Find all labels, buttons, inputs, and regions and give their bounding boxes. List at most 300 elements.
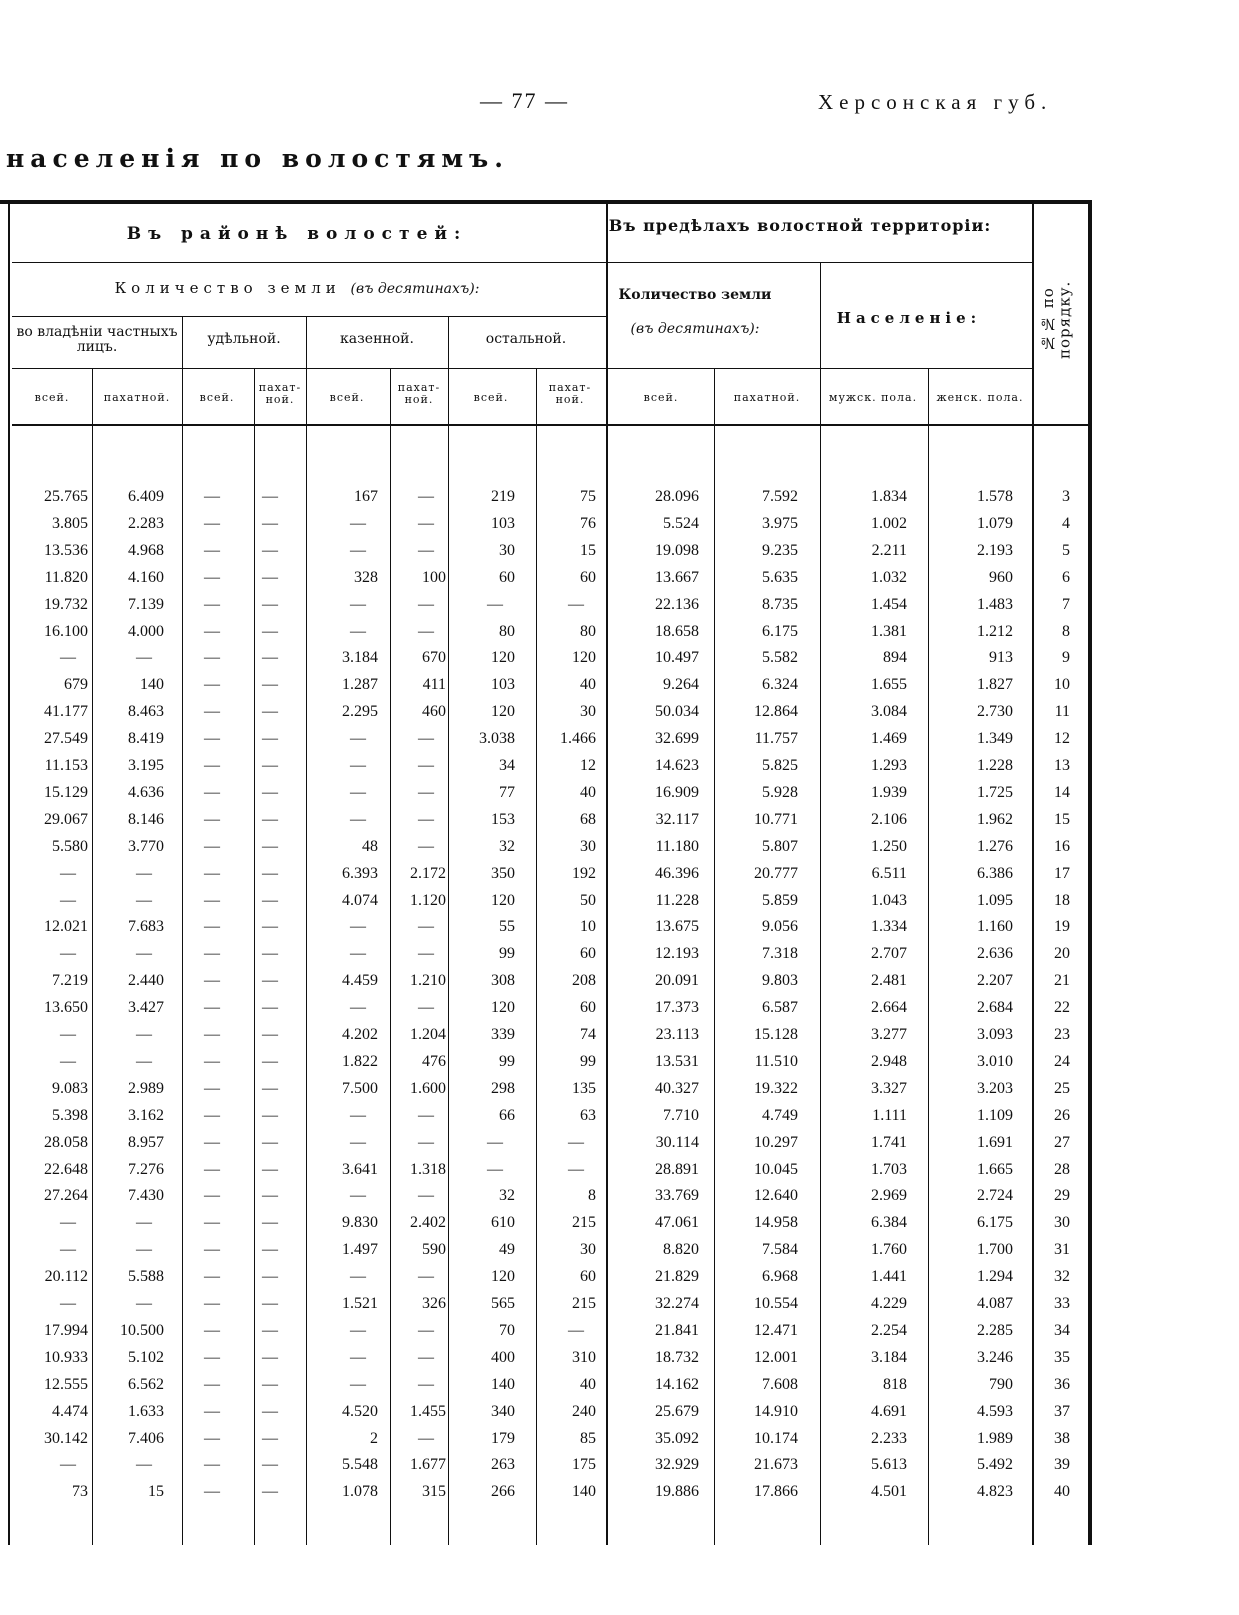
cell-territory-arable: 5.807 (762, 837, 798, 855)
cell-appanage-arable: — (262, 972, 278, 990)
cell-appanage-total: — (204, 622, 220, 640)
cell-territory-arable: 15.128 (754, 1026, 798, 1043)
cell-state-total: — (350, 595, 366, 613)
cell-female: 2.730 (977, 703, 1013, 721)
cell-private-total: 27.549 (44, 730, 88, 748)
cell-appanage-total: — (204, 1187, 220, 1205)
cell-other-total: — (487, 1133, 503, 1151)
cell-appanage-arable: — (262, 1079, 278, 1097)
page-number: — 77 — (480, 88, 569, 113)
cell-other-total: 32 (499, 1187, 515, 1205)
cell-other-arable: 120 (572, 649, 596, 667)
cell-appanage-total: — (204, 1214, 220, 1232)
cell-other-total: 610 (491, 1214, 515, 1232)
header-private: во владѣніи частныхъ лицъ. (16, 324, 178, 356)
cell-state-arable: 100 (422, 568, 446, 586)
cell-male: 1.334 (871, 918, 907, 936)
cell-private-arable: — (136, 1456, 152, 1474)
cell-private-arable: 15 (148, 1483, 164, 1501)
cell-territory-total: 18.732 (655, 1348, 699, 1366)
cell-appanage-total: — (204, 1160, 220, 1178)
cell-state-arable: — (418, 945, 434, 963)
cell-state-arable: — (418, 1321, 434, 1339)
cell-order-number: 22 (1054, 999, 1070, 1017)
cell-territory-arable: 21.673 (754, 1456, 798, 1474)
cell-other-total: 120 (491, 891, 515, 909)
cell-appanage-arable: — (262, 1241, 278, 1259)
cell-order-number: 18 (1054, 891, 1070, 909)
cell-female: 3.246 (977, 1348, 1013, 1366)
cell-state-arable: — (418, 1429, 434, 1447)
cell-other-arable: 192 (572, 864, 596, 882)
cell-other-arable: 40 (580, 1375, 596, 1393)
cell-appanage-total: — (204, 595, 220, 613)
cell-other-arable: — (568, 1321, 584, 1339)
cell-order-number: 4 (1062, 514, 1070, 532)
cell-territory-arable: 5.859 (762, 891, 798, 909)
cell-appanage-arable: — (262, 649, 278, 667)
cell-territory-total: 32.274 (655, 1295, 699, 1312)
cell-state-arable: — (418, 783, 434, 801)
cell-appanage-total: — (204, 703, 220, 721)
cell-other-total: 565 (491, 1295, 515, 1312)
cell-other-total: 34 (499, 757, 515, 774)
cell-private-arable: 5.102 (128, 1348, 164, 1366)
cell-other-arable: 30 (580, 837, 596, 855)
cell-private-arable: 7.430 (128, 1187, 164, 1205)
cell-private-total: 13.536 (44, 541, 88, 559)
cell-appanage-total: — (204, 1375, 220, 1393)
cell-appanage-total: — (204, 488, 220, 505)
cell-other-arable: 40 (580, 783, 596, 801)
cell-state-total: — (350, 783, 366, 801)
cell-state-total: 4.074 (342, 891, 378, 909)
cell-private-arable: 7.406 (128, 1429, 164, 1447)
cell-territory-arable: 11.510 (754, 1052, 798, 1070)
cell-state-arable: — (418, 514, 434, 532)
cell-order-number: 27 (1054, 1133, 1070, 1151)
cell-territory-arable: 5.825 (762, 757, 798, 774)
cell-state-total: 328 (354, 568, 378, 586)
cell-private-arable: — (136, 1295, 152, 1312)
cell-territory-arable: 14.910 (754, 1402, 798, 1420)
cell-order-number: 23 (1054, 1026, 1070, 1043)
cell-state-total: 2 (370, 1429, 378, 1447)
cell-other-total: 400 (491, 1348, 515, 1366)
cell-state-arable: 590 (422, 1241, 446, 1259)
cell-appanage-arable: — (262, 514, 278, 532)
cell-territory-arable: 6.324 (762, 676, 798, 694)
cell-private-total: 7.219 (52, 972, 88, 990)
cell-private-arable: 8.146 (128, 810, 164, 828)
cell-other-total: 120 (491, 999, 515, 1017)
cell-other-total: 350 (491, 864, 515, 882)
cell-state-arable: — (418, 595, 434, 613)
cell-order-number: 12 (1054, 730, 1070, 748)
cell-appanage-total: — (204, 730, 220, 748)
cell-territory-total: 13.667 (655, 568, 699, 586)
cell-other-arable: 135 (572, 1079, 596, 1097)
cell-private-total: 5.398 (52, 1106, 88, 1124)
cell-private-total: — (60, 864, 76, 882)
cell-appanage-total: — (204, 1052, 220, 1070)
cell-other-total: 49 (499, 1241, 515, 1259)
left-rule (8, 203, 10, 1545)
cell-private-arable: — (136, 1214, 152, 1232)
cell-private-total: 27.264 (44, 1187, 88, 1205)
cell-territory-arable: 8.735 (762, 595, 798, 613)
cell-private-arable: 3.195 (128, 757, 164, 774)
cell-territory-total: 50.034 (655, 703, 699, 721)
cell-other-arable: 8 (588, 1187, 596, 1205)
cell-other-arable: 30 (580, 1241, 596, 1259)
cell-female: 1.827 (977, 676, 1013, 694)
cell-other-total: 120 (491, 703, 515, 721)
cell-other-arable: 310 (572, 1348, 596, 1366)
cell-female: 5.492 (977, 1456, 1013, 1474)
cell-appanage-arable: — (262, 676, 278, 694)
cell-male: 2.211 (871, 541, 907, 559)
cell-female: 3.203 (977, 1079, 1013, 1097)
cell-state-total: 2.295 (342, 703, 378, 721)
cell-appanage-total: — (204, 1106, 220, 1124)
cell-other-arable: — (568, 595, 584, 613)
cell-appanage-total: — (204, 810, 220, 828)
cell-appanage-total: — (204, 541, 220, 559)
cell-appanage-arable: — (262, 757, 278, 774)
cell-female: 2.724 (977, 1187, 1013, 1205)
cell-female: 2.636 (977, 945, 1013, 963)
col-other-arable: пахат-ной. (548, 381, 592, 407)
cell-territory-arable: 7.584 (762, 1241, 798, 1259)
cell-private-arable: — (136, 945, 152, 963)
cell-territory-total: 9.264 (663, 676, 699, 694)
cell-male: 2.481 (871, 972, 907, 990)
cell-private-total: — (60, 1026, 76, 1043)
cell-state-total: 167 (354, 488, 378, 505)
cell-state-arable: — (418, 1268, 434, 1286)
cell-territory-arable: 9.235 (762, 541, 798, 559)
col-territory-total: всей. (643, 391, 679, 404)
cell-order-number: 28 (1054, 1160, 1070, 1178)
running-head: Херсонская губ. (818, 90, 1053, 114)
cell-appanage-total: — (204, 945, 220, 963)
cell-territory-arable: 12.001 (754, 1348, 798, 1366)
cell-territory-arable: 9.803 (762, 972, 798, 990)
cell-male: 3.327 (871, 1079, 907, 1097)
cell-private-total: — (60, 1241, 76, 1259)
cell-territory-total: 32.699 (655, 730, 699, 748)
cell-private-total: 28.058 (44, 1133, 88, 1151)
col-private-arable: пахатной. (103, 391, 171, 404)
cell-female: 1.665 (977, 1160, 1013, 1178)
cell-appanage-arable: — (262, 1429, 278, 1447)
cell-state-arable: 326 (422, 1295, 446, 1312)
cell-female: 1.483 (977, 595, 1013, 613)
cell-territory-total: 5.524 (663, 514, 699, 532)
cell-state-arable: 1.677 (410, 1456, 446, 1474)
cell-appanage-total: — (204, 676, 220, 694)
cell-other-arable: 60 (580, 945, 596, 963)
cell-female: 1.349 (977, 730, 1013, 748)
cell-state-total: — (350, 1268, 366, 1286)
cell-private-arable: 8.957 (128, 1133, 164, 1151)
cell-private-arable: — (136, 1026, 152, 1043)
header-rule (12, 262, 606, 263)
cell-female: 3.010 (977, 1052, 1013, 1070)
cell-order-number: 15 (1054, 810, 1070, 828)
cell-territory-total: 18.658 (655, 622, 699, 640)
cell-order-number: 34 (1054, 1321, 1070, 1339)
cell-state-arable: 1.120 (410, 891, 446, 909)
cell-state-total: — (350, 730, 366, 748)
column-rule (182, 368, 183, 1545)
cell-appanage-total: — (204, 999, 220, 1017)
cell-appanage-arable: — (262, 1375, 278, 1393)
cell-territory-total: 23.113 (655, 1026, 699, 1043)
cell-order-number: 32 (1054, 1268, 1070, 1286)
cell-appanage-arable: — (262, 891, 278, 909)
cell-private-total: 4.474 (52, 1402, 88, 1420)
cell-appanage-total: — (204, 1268, 220, 1286)
cell-state-total: 3.641 (342, 1160, 378, 1178)
cell-territory-total: 7.710 (663, 1106, 699, 1124)
cell-state-arable: 2.172 (410, 864, 446, 882)
cell-other-arable: 99 (580, 1052, 596, 1070)
cell-male: 2.948 (871, 1052, 907, 1070)
cell-state-total: 5.548 (342, 1456, 378, 1474)
cell-private-arable: 4.968 (128, 541, 164, 559)
cell-order-number: 26 (1054, 1106, 1070, 1124)
cell-private-arable: — (136, 1241, 152, 1259)
cell-order-number: 24 (1054, 1052, 1070, 1070)
cell-appanage-total: — (204, 891, 220, 909)
header-rule (12, 368, 1032, 369)
cell-appanage-arable: — (262, 1348, 278, 1366)
cell-territory-arable: 5.928 (762, 783, 798, 801)
cell-male: 1.111 (872, 1106, 907, 1124)
cell-other-total: 70 (499, 1321, 515, 1339)
cell-territory-total: 19.886 (655, 1483, 699, 1501)
cell-private-arable: 140 (140, 676, 164, 694)
cell-private-total: 11.153 (44, 757, 88, 774)
cell-private-arable: — (136, 1052, 152, 1070)
cell-male: 1.703 (871, 1160, 907, 1178)
cell-other-total: 80 (499, 622, 515, 640)
cell-territory-total: 21.841 (655, 1321, 699, 1339)
header-state: казенной. (340, 331, 414, 347)
cell-female: 1.109 (977, 1106, 1013, 1124)
cell-order-number: 19 (1054, 918, 1070, 936)
header-other: остальной. (485, 331, 567, 347)
cell-order-number: 29 (1054, 1187, 1070, 1205)
cell-order-number: 5 (1062, 541, 1070, 559)
cell-male: 2.233 (871, 1429, 907, 1447)
cell-order-number: 10 (1054, 676, 1070, 694)
cell-other-arable: 10 (580, 918, 596, 936)
cell-order-number: 25 (1054, 1079, 1070, 1097)
cell-male: 894 (883, 649, 907, 667)
cell-territory-arable: 11.757 (754, 730, 798, 748)
cell-state-arable: 670 (422, 649, 446, 667)
cell-male: 1.293 (871, 757, 907, 774)
cell-other-total: 55 (499, 918, 515, 936)
cell-territory-total: 20.091 (655, 972, 699, 990)
cell-territory-total: 46.396 (655, 864, 699, 882)
cell-territory-arable: 3.975 (762, 514, 798, 532)
cell-private-total: — (60, 649, 76, 667)
cell-appanage-arable: — (262, 810, 278, 828)
cell-state-total: 1.822 (342, 1052, 378, 1070)
cell-order-number: 35 (1054, 1348, 1070, 1366)
cell-state-total: 1.078 (342, 1483, 378, 1501)
cell-private-arable: 7.276 (128, 1160, 164, 1178)
cell-female: 1.160 (977, 918, 1013, 936)
cell-other-arable: 80 (580, 622, 596, 640)
cell-male: 6.511 (871, 864, 907, 882)
cell-other-total: 77 (499, 783, 515, 801)
col-appanage-total: всей. (199, 391, 235, 404)
cell-private-total: 16.100 (44, 622, 88, 640)
cell-male: 1.939 (871, 783, 907, 801)
cell-male: 1.760 (871, 1241, 907, 1259)
cell-appanage-arable: — (262, 783, 278, 801)
cell-female: 913 (989, 649, 1013, 667)
cell-female: 4.823 (977, 1483, 1013, 1501)
cell-territory-arable: 20.777 (754, 864, 798, 882)
cell-private-total: 9.083 (52, 1079, 88, 1097)
cell-territory-arable: 10.297 (754, 1133, 798, 1151)
cell-male: 2.106 (871, 810, 907, 828)
cell-state-total: — (350, 541, 366, 559)
cell-order-number: 6 (1062, 568, 1070, 586)
cell-order-number: 7 (1062, 595, 1070, 613)
cell-private-total: 17.994 (44, 1321, 88, 1339)
cell-order-number: 3 (1062, 488, 1070, 505)
cell-territory-arable: 10.554 (754, 1295, 798, 1312)
cell-private-arable: 6.562 (128, 1375, 164, 1393)
cell-male: 1.834 (871, 488, 907, 505)
cell-private-total: 15.129 (44, 783, 88, 801)
cell-territory-arable: 17.866 (754, 1483, 798, 1501)
header-appanage: удѣльной. (207, 331, 281, 347)
cell-state-total: — (350, 1106, 366, 1124)
cell-territory-total: 28.096 (655, 488, 699, 505)
cell-appanage-total: — (204, 864, 220, 882)
cell-private-total: — (60, 945, 76, 963)
cell-territory-total: 8.820 (663, 1241, 699, 1259)
cell-female: 1.578 (977, 488, 1013, 505)
cell-other-total: 153 (491, 810, 515, 828)
cell-other-total: 120 (491, 649, 515, 667)
cell-territory-arable: 10.174 (754, 1429, 798, 1447)
cell-state-total: — (350, 622, 366, 640)
cell-other-total: 340 (491, 1402, 515, 1420)
cell-male: 3.277 (871, 1026, 907, 1043)
cell-female: 1.276 (977, 837, 1013, 855)
cell-female: 1.212 (977, 622, 1013, 640)
cell-appanage-total: — (204, 1348, 220, 1366)
cell-other-arable: 74 (580, 1026, 596, 1043)
cell-female: 6.175 (977, 1214, 1013, 1232)
cell-private-arable: 6.409 (128, 488, 164, 505)
cell-order-number: 20 (1054, 945, 1070, 963)
cell-other-arable: 68 (580, 810, 596, 828)
cell-other-arable: 60 (580, 568, 596, 586)
cell-state-arable: — (418, 622, 434, 640)
cell-state-arable: — (418, 1133, 434, 1151)
cell-state-total: — (350, 1187, 366, 1205)
cell-state-total: 4.202 (342, 1026, 378, 1043)
cell-state-arable: 1.204 (410, 1026, 446, 1043)
cell-other-total: 263 (491, 1456, 515, 1474)
cell-order-number: 13 (1054, 757, 1070, 774)
cell-territory-arable: 6.175 (762, 622, 798, 640)
col-state-arable: пахат-ной. (397, 381, 441, 407)
cell-state-total: 7.500 (342, 1079, 378, 1097)
cell-state-arable: — (418, 1187, 434, 1205)
cell-territory-arable: 7.608 (762, 1375, 798, 1393)
cell-other-total: 140 (491, 1375, 515, 1393)
cell-territory-total: 13.531 (655, 1052, 699, 1070)
cell-male: 2.707 (871, 945, 907, 963)
cell-other-arable: 85 (580, 1429, 596, 1447)
cell-private-total: 12.555 (44, 1375, 88, 1393)
cell-private-total: 30.142 (44, 1429, 88, 1447)
cell-order-number: 31 (1054, 1241, 1070, 1259)
cell-appanage-arable: — (262, 1026, 278, 1043)
cell-private-total: 29.067 (44, 810, 88, 828)
cell-order-number: 8 (1062, 622, 1070, 640)
cell-order-number: 11 (1054, 703, 1070, 721)
cell-male: 6.384 (871, 1214, 907, 1232)
cell-state-total: 4.459 (342, 972, 378, 990)
cell-appanage-arable: — (262, 837, 278, 855)
cell-territory-arable: 12.471 (754, 1321, 798, 1339)
cell-order-number: 39 (1054, 1456, 1070, 1474)
cell-territory-total: 28.891 (655, 1160, 699, 1178)
cell-state-arable: 1.318 (410, 1160, 446, 1178)
cell-female: 1.989 (977, 1429, 1013, 1447)
cell-male: 4.691 (871, 1402, 907, 1420)
cell-appanage-arable: — (262, 1483, 278, 1501)
cell-state-arable: — (418, 999, 434, 1017)
cell-territory-arable: 10.771 (754, 810, 798, 828)
cell-territory-arable: 6.968 (762, 1268, 798, 1286)
col-other-total: всей. (473, 391, 509, 404)
cell-other-total: 99 (499, 945, 515, 963)
cell-territory-arable: 12.640 (754, 1187, 798, 1205)
cell-private-arable: 4.000 (128, 622, 164, 640)
cell-appanage-arable: — (262, 568, 278, 586)
cell-private-total: 3.805 (52, 514, 88, 532)
cell-appanage-total: — (204, 1483, 220, 1501)
cell-state-total: 3.184 (342, 649, 378, 667)
cell-appanage-total: — (204, 1241, 220, 1259)
cell-territory-total: 21.829 (655, 1268, 699, 1286)
cell-territory-total: 40.327 (655, 1079, 699, 1097)
cell-male: 2.664 (871, 999, 907, 1017)
header-volost-area: Въ районѣ волостей: (126, 224, 468, 244)
cell-state-arable: — (418, 837, 434, 855)
cell-appanage-arable: — (262, 918, 278, 936)
cell-female: 6.386 (977, 864, 1013, 882)
cell-private-total: — (60, 891, 76, 909)
cell-order-number: 37 (1054, 1402, 1070, 1420)
cell-private-total: 25.765 (44, 488, 88, 505)
cell-state-total: — (350, 514, 366, 532)
cell-other-total: 99 (499, 1052, 515, 1070)
